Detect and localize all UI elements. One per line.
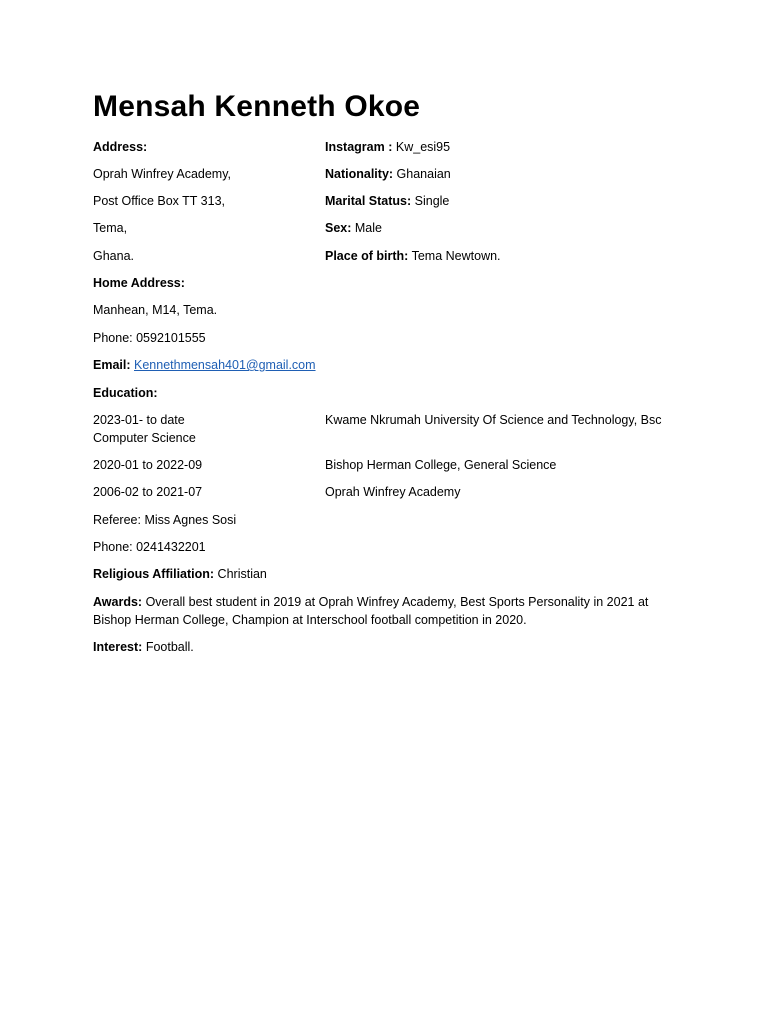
address-line: Oprah Winfrey Academy, xyxy=(93,167,232,181)
education-entry xyxy=(93,456,693,474)
referee-phone-field xyxy=(93,538,693,556)
awards-field xyxy=(93,593,683,629)
email-link[interactable]: Kennethmensah401@gmail.com xyxy=(134,358,316,372)
page-title: Mensah Kenneth Okoe xyxy=(93,90,421,123)
instagram-field xyxy=(325,138,450,156)
marital-label: Marital Status: xyxy=(325,194,412,208)
awards-label: Awards: xyxy=(93,595,143,609)
address-line: Post Office Box TT 313, xyxy=(93,194,226,208)
email-field xyxy=(93,356,693,374)
instagram-label: Instagram : xyxy=(325,140,393,154)
referee-phone-label: Phone: xyxy=(93,540,133,554)
sex-label: Sex: xyxy=(325,221,352,235)
home-address-label: Home Address: xyxy=(93,276,185,290)
religion-field xyxy=(93,565,693,583)
instagram-value: Kw_esi95 xyxy=(395,140,451,154)
interest-label: Interest: xyxy=(93,640,143,654)
birth-field xyxy=(325,247,501,265)
referee-phone-value: 0241432201 xyxy=(136,540,206,554)
interest-value: Football. xyxy=(145,640,194,654)
religion-label: Religious Affiliation: xyxy=(93,567,215,581)
address-line: Ghana. xyxy=(93,249,135,263)
phone-field xyxy=(93,329,693,347)
referee-label: Referee: xyxy=(93,513,141,527)
marital-field xyxy=(325,192,449,210)
education-institution: Kwame Nkrumah University Of Science and Technology, Bsc xyxy=(325,413,662,427)
address-label: Address: xyxy=(93,140,148,154)
address-line: Tema, xyxy=(93,221,128,235)
education-period: 2020-01 to 2022-09 xyxy=(93,458,203,472)
email-label: Email: xyxy=(93,358,131,372)
birth-label: Place of birth: xyxy=(325,249,409,263)
religion-value: Christian xyxy=(217,567,267,581)
education-continuation: Computer Science xyxy=(93,431,196,445)
nationality-value: Ghanaian xyxy=(396,167,451,181)
interest-field xyxy=(93,638,693,656)
phone-label: Phone: xyxy=(93,331,133,345)
education-label: Education: xyxy=(93,386,158,400)
home-address-value: Manhean, M14, Tema. xyxy=(93,303,218,317)
nationality-field xyxy=(325,165,451,183)
education-institution: Oprah Winfrey Academy xyxy=(325,485,461,499)
row-address-instagram xyxy=(93,138,693,156)
referee-field xyxy=(93,511,693,529)
phone-value: 0592101555 xyxy=(136,331,206,345)
marital-value: Single xyxy=(414,194,450,208)
education-period: 2006-02 to 2021-07 xyxy=(93,485,203,499)
row-address-line-4 xyxy=(93,247,693,265)
awards-value: Overall best student in 2019 at Oprah Winfrey Academy, Best Sports Personality in 2021 at Bishop Herman College, Champion at Interschool football competition in 2020. xyxy=(93,595,649,627)
education-period: 2023-01- to date xyxy=(93,413,185,427)
row-address-line-3 xyxy=(93,219,693,237)
row-address-line-1 xyxy=(93,165,693,183)
education-entry xyxy=(93,483,693,501)
birth-value: Tema Newtown. xyxy=(411,249,501,263)
referee-value: Miss Agnes Sosi xyxy=(144,513,237,527)
education-institution: Bishop Herman College, General Science xyxy=(325,458,557,472)
sex-field xyxy=(325,219,382,237)
nationality-label: Nationality: xyxy=(325,167,394,181)
education-entry xyxy=(93,411,693,429)
row-address-line-2 xyxy=(93,192,693,210)
sex-value: Male xyxy=(354,221,382,235)
